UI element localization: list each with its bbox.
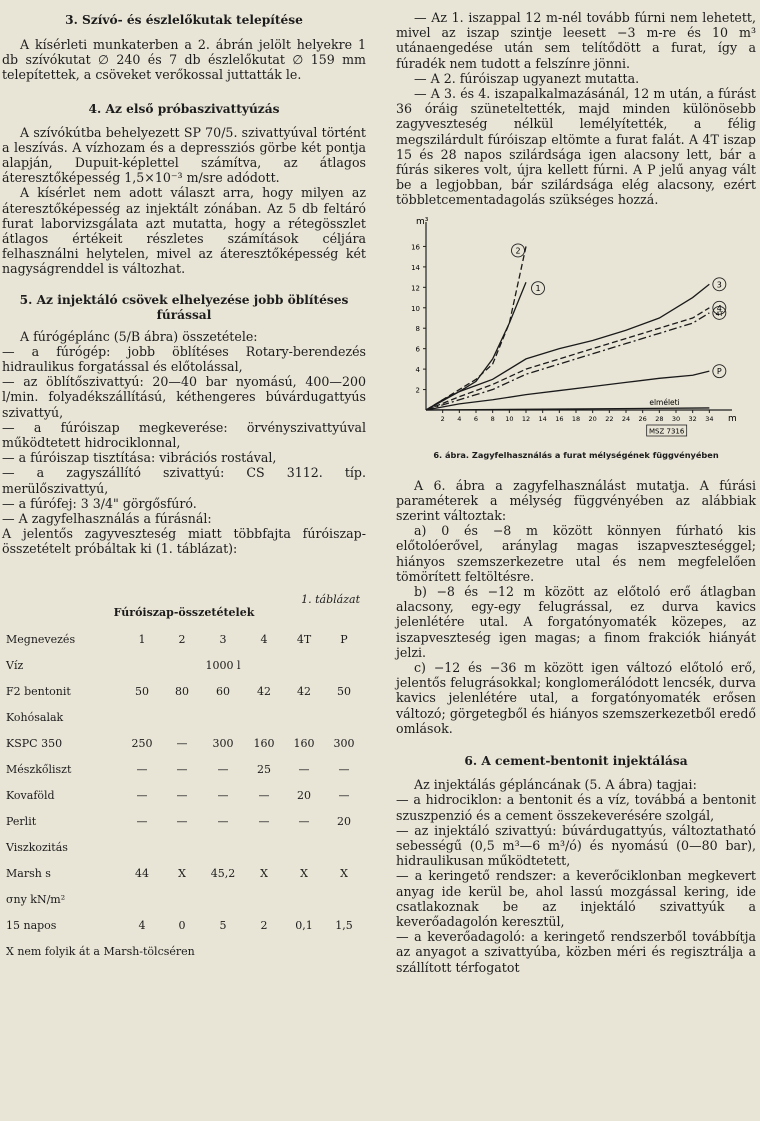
- right-top-paragraph-2: — A 2. fúróiszap ugyanezt mutatta.: [414, 70, 640, 86]
- table-footnote: X nem folyik át a Marsh-tölcséren: [6, 944, 195, 958]
- table-row: [2, 679, 364, 705]
- table-cell: 0: [178, 919, 186, 933]
- table-row: [2, 757, 364, 783]
- table-cell: [284, 653, 324, 679]
- right-mid-paragraph-1: A 6. ábra a zagyfelhasználást mutatja. A fúrási paraméterek a mélység függvényében az alábbiak szerint változtak:: [396, 477, 756, 524]
- y-tick-label: 4: [415, 365, 420, 374]
- table-cell: —: [136, 815, 148, 829]
- table-cell: —: [338, 789, 350, 803]
- section-6-list-item-3: — a keringető rendszer: a keverőciklonban megkevert anyag ide kerül be, ahol lassú mozgással kering, ide csatlakoznak be az injektáló szivattyúk a keverőadagolón keresztül,: [396, 868, 756, 929]
- table-row: [2, 861, 364, 887]
- section-5-intro: A fúrógéplánc (5/B ábra) összetétele:: [20, 328, 258, 344]
- left-column: [2, 0, 366, 958]
- table-row: [2, 783, 364, 809]
- right-mid-paragraph-2: a) 0 és −8 m között könnyen fúrható kis előtolóerővel, aránylag magas iszapveszteséggel; hiányos szemszerkezetre utal és nem megfelelően tömörített feltöltésre.: [396, 523, 756, 584]
- table-cell: 3: [219, 633, 227, 647]
- table-cell: 4: [260, 633, 268, 647]
- table-cell: —: [176, 815, 188, 829]
- x-tick-label: 20: [588, 414, 597, 423]
- x-tick-label: 18: [571, 414, 581, 423]
- table-cell: 160: [293, 737, 315, 751]
- table-cell: [122, 887, 162, 913]
- table-cell: [162, 705, 202, 731]
- table-title: Fúróiszap-összetételek: [113, 605, 255, 619]
- table-cell: —: [217, 789, 229, 803]
- x-tick-label: 10: [505, 414, 514, 423]
- table-cell: —: [217, 763, 229, 777]
- x-tick-label: 30: [671, 414, 681, 423]
- y-tick-label: 6: [415, 345, 420, 354]
- table-row: [2, 913, 364, 939]
- table-cell: —: [136, 789, 148, 803]
- y-tick-label: 8: [415, 324, 420, 333]
- section-4-paragraph-1: A szívókútba behelyezett SP 70/5. szivattyúval történt a leszívás. A vízhozam és a depressziós görbe két pontja alapján, Dupuit-képlettel számítva, az átlagos áteresztőképesség 1,5×10⁻³ m/sre adódott.: [2, 124, 366, 186]
- right-top-paragraph-3: — A 3. és 4. iszapalkalmazásánál, 12 m után, a fúrást 36 óráig szüneteltették, majd minden különösebb zagyveszteség nélkül lemélyítették, a félig megszilárdult fúróiszap eltömte a furat falát. A 4T iszap 15 és 28 napos szilárdsága igen alacsony lett, bár a fúrás sikeres volt, újra kellett fúrni. A P jelű anyag vált be a legjobban, bár szilárdsága elég alacsony, ezért többletcementadagolás szükséges hozzá.: [396, 86, 756, 208]
- figure-caption: 6. ábra. Zagyfelhasználás a furat mélységének függvényében: [433, 449, 719, 460]
- table-cell: [244, 887, 284, 913]
- table-cell: X: [300, 867, 308, 881]
- table-cell: [122, 653, 162, 679]
- table-row-label: 15 napos: [6, 919, 57, 933]
- series-line-3: [426, 284, 709, 410]
- table-row-label: F2 bentonit: [6, 685, 71, 699]
- table-cell: [284, 705, 324, 731]
- section-5-list-item-2: — az öblítőszivattyú: 20—40 bar nyomású, 400—200 l/min. folyadékszállítású, kéthengeres búvárdugattyús szivattyú,: [2, 374, 366, 420]
- table-cell: 1: [138, 633, 146, 647]
- section-5-after: A jelentős zagyveszteség miatt többfajta fúróiszap-összetételt próbáltak ki (1. táblázat):: [2, 526, 366, 557]
- section-5-list-item-4: — a fúróiszap tisztítása: vibrációs rostával,: [2, 450, 277, 466]
- x-tick-label: 2: [440, 414, 445, 423]
- x-tick-label: 22: [605, 414, 614, 423]
- section-5-heading: 5. Az injektáló csövek elhelyezése jobb öblítéses fúrással: [19, 292, 349, 322]
- table-cell: 160: [253, 737, 275, 751]
- series-line-4T: [426, 313, 709, 410]
- table-cell: 2: [178, 633, 186, 647]
- table-cell: [244, 835, 284, 861]
- table-cell: [284, 835, 324, 861]
- x-tick-label: 14: [538, 414, 547, 423]
- table-row-label: Kovaföld: [6, 789, 55, 803]
- figure-stamp: MSZ 7316: [649, 427, 685, 436]
- series-label-2: 2: [515, 246, 521, 256]
- y-axis-label: m³: [416, 216, 429, 227]
- table-cell: —: [338, 763, 350, 777]
- table-row: [2, 705, 364, 731]
- section-6-list-item-2: — az injektáló szivattyú: búvárdugattyús, változtatható sebességű (0,5 m³—6 m³/ó) és nyomású (0—80 bar), hidraulikusan működtetett,: [396, 822, 756, 869]
- table-cell: 1000 l: [205, 659, 241, 673]
- table-row-label: Viszkozitás: [6, 841, 68, 855]
- x-tick-label: 4: [457, 414, 462, 423]
- table-cell: —: [258, 815, 270, 829]
- table-row: [2, 887, 364, 913]
- table-cell: 50: [135, 685, 149, 699]
- table-cell: 20: [297, 789, 311, 803]
- table-cell: [324, 653, 364, 679]
- table-cell: [324, 705, 364, 731]
- table-cell: [202, 705, 244, 731]
- table-cell: [122, 705, 162, 731]
- table-header-row: [2, 627, 364, 653]
- table-row-label: σny kN/m²: [6, 893, 66, 907]
- table-cell: 80: [175, 685, 189, 699]
- x-tick-label: 34: [705, 414, 714, 423]
- table-cell: 42: [297, 685, 311, 699]
- table-cell: [284, 887, 324, 913]
- series-label-4T: 4T: [715, 310, 724, 318]
- table-cell: [162, 835, 202, 861]
- table-row-label: Kohósalak: [6, 711, 64, 725]
- table-cell: X: [260, 867, 268, 881]
- table-cell: —: [298, 763, 310, 777]
- table-row-label: Víz: [6, 659, 24, 673]
- x-tick-label: 24: [621, 414, 631, 423]
- series-label-4: 4: [716, 303, 722, 313]
- section-5-list-item-5: — a zagyszállító szivattyú: CS 3112. típ. merülőszivattyú,: [2, 465, 366, 496]
- section-6-list: [396, 792, 756, 974]
- right-mid-paragraph-4: c) −12 és −36 m között igen változó előtoló erő, jelentős felugrásokkal; konglomerálódott lencsék, durva kavics jelenlétére utal, a forgatónyomaték erősen változó; görgetegből és hiányos szemszerkezetből eredő omlások.: [396, 660, 756, 736]
- table-cell: [202, 835, 244, 861]
- x-tick-label: 26: [638, 414, 647, 423]
- table-cell: X: [178, 867, 186, 881]
- table-cell: —: [176, 737, 188, 751]
- series-label-P: P: [716, 366, 722, 376]
- composition-table: [2, 627, 364, 939]
- section-5-list-item-1: — a fúrógép: jobb öblítéses Rotary-berendezés hidraulikus forgatással és előtolással,: [2, 343, 366, 375]
- table-row: [2, 653, 364, 679]
- table-cell: 4T: [296, 633, 312, 647]
- section-3-heading: 3. Szívó- és észlelőkutak telepítése: [65, 13, 303, 27]
- table-row: [2, 809, 364, 835]
- table-cell: 20: [337, 815, 351, 829]
- y-tick-label: 14: [411, 263, 420, 272]
- x-axis-label: m: [728, 413, 737, 424]
- right-top-paragraph-1: — Az 1. iszappal 12 m-nél tovább fúrni nem lehetett, mivel az iszap szintje leesett −3 m-re és 10 m³ utánaengedése után sem telítődött a furat, így a fúradék nem tudott a felszínre jönni.: [396, 10, 756, 71]
- x-tick-label: 16: [555, 414, 564, 423]
- table-cell: X: [340, 867, 348, 881]
- table-cell: 0,1: [295, 919, 313, 933]
- right-column: [396, 0, 756, 975]
- y-tick-label: 16: [411, 243, 420, 252]
- y-tick-label: 12: [411, 283, 420, 292]
- x-tick-label: 8: [490, 414, 495, 423]
- section-5-list-item-7: — A zagyfelhasználás a fúrásnál:: [2, 511, 212, 527]
- section-5-list-item-3: — a fúróiszap megkeverése: örvényszivattyúval működtetett hidrociklonnal,: [2, 419, 366, 451]
- table-cell: 4: [138, 919, 146, 933]
- table-cell: [122, 835, 162, 861]
- series-line-1: [426, 282, 526, 410]
- table-cell: 1,5: [335, 919, 353, 933]
- right-mid-paragraphs: [396, 478, 756, 736]
- section-5-list-item-6: — a fúrófej: 3 3/4" görgősfúró.: [2, 495, 197, 511]
- table-cell: 44: [135, 867, 149, 881]
- table-cell: —: [176, 763, 188, 777]
- x-tick-label: 28: [655, 414, 664, 423]
- table-cell: [324, 887, 364, 913]
- table-cell: [244, 705, 284, 731]
- section-6-intro: Az injektálás gépláncának (5. A ábra) tagjai:: [414, 777, 697, 793]
- table-cell: 5: [219, 919, 227, 933]
- table-cell: 250: [131, 737, 153, 751]
- table-cell: 300: [212, 737, 234, 751]
- table-caption: 1. táblázat: [301, 592, 360, 606]
- table-cell: [162, 653, 202, 679]
- right-mid-paragraph-3: b) −8 és −12 m között az előtoló erő átlagban alacsony, egy-egy felugrással, ez durva kavics jelenlétére utal. A forgatónyomaték közepes, az iszapveszteség igen magas; a finom frakciók hiányát jelzi.: [396, 584, 756, 660]
- table-cell: 25: [257, 763, 271, 777]
- table-cell: P: [340, 633, 348, 647]
- table-row-label: Mészkőliszt: [6, 763, 72, 777]
- y-tick-label: 2: [415, 386, 420, 395]
- series-line-4: [426, 307, 709, 409]
- section-6-list-item-1: — a hidrociklon: a bentonit és a víz, továbbá a bentonit szuszpenzió és a cement összekeverésére szolgál,: [396, 792, 756, 823]
- table-cell: [324, 835, 364, 861]
- slurry-usage-chart: [396, 214, 752, 444]
- series-label-3: 3: [716, 279, 722, 289]
- table-cell: 45,2: [210, 867, 236, 881]
- table-row-label: Megnevezés: [6, 633, 76, 647]
- table-cell: —: [217, 815, 229, 829]
- table-cell: —: [176, 789, 188, 803]
- section-5-list: [2, 344, 366, 526]
- section-4-heading: 4. Az első próbaszivattyúzás: [88, 101, 280, 116]
- x-tick-label: 6: [473, 414, 479, 423]
- series-label-elmeleti: elméleti: [649, 397, 680, 407]
- table-cell: —: [298, 815, 310, 829]
- table-row-label: Marsh s: [6, 867, 51, 881]
- table-cell: [244, 653, 284, 679]
- figure-6: [396, 214, 756, 460]
- x-tick-label: 32: [688, 414, 697, 423]
- table-row-label: KSPC 350: [6, 737, 63, 751]
- table-cell: —: [136, 763, 148, 777]
- table-row: [2, 835, 364, 861]
- table-cell: 2: [260, 919, 268, 933]
- table-cell: 300: [333, 737, 355, 751]
- y-tick-label: 10: [411, 304, 420, 313]
- right-top-paragraphs: [396, 10, 756, 208]
- section-6-list-item-4: — a keverőadagoló: a keringető rendszerből továbbítja az anyagot a szivattyúba, közben méri és regisztrálja a szállított térfogatot: [396, 929, 756, 975]
- table-cell: —: [258, 789, 270, 803]
- table-row: [2, 731, 364, 757]
- series-label-1: 1: [535, 283, 541, 293]
- section-4-paragraph-2: A kísérlet nem adott választ arra, hogy milyen az áteresztőképesség az injektált zónában. Az 5 db feltáró furat laborvizsgálata azt mutatta, hogy a rétegösszlet átlagos értékeit részletes számítások céljára felhasználni helytelen, mivel az áteresztőképesség két nagyságrenddel is változhat.: [2, 185, 366, 277]
- table-cell: [202, 887, 244, 913]
- table-cell: 60: [216, 685, 230, 699]
- table-cell: 50: [337, 685, 351, 699]
- table-cell: 42: [257, 685, 271, 699]
- section-6-heading: 6. A cement-bentonit injektálása: [464, 754, 688, 769]
- table-row-label: Perlit: [6, 815, 37, 829]
- x-tick-label: 12: [521, 414, 531, 423]
- table-cell: [162, 887, 202, 913]
- section-3-paragraph: A kísérleti munkaterben a 2. ábrán jelölt helyekre 1 db szívókutat ∅ 240 és 7 db észlelőkutat ∅ 159 mm telepítettek, a csöveket verőkossal juttatták le.: [2, 37, 366, 83]
